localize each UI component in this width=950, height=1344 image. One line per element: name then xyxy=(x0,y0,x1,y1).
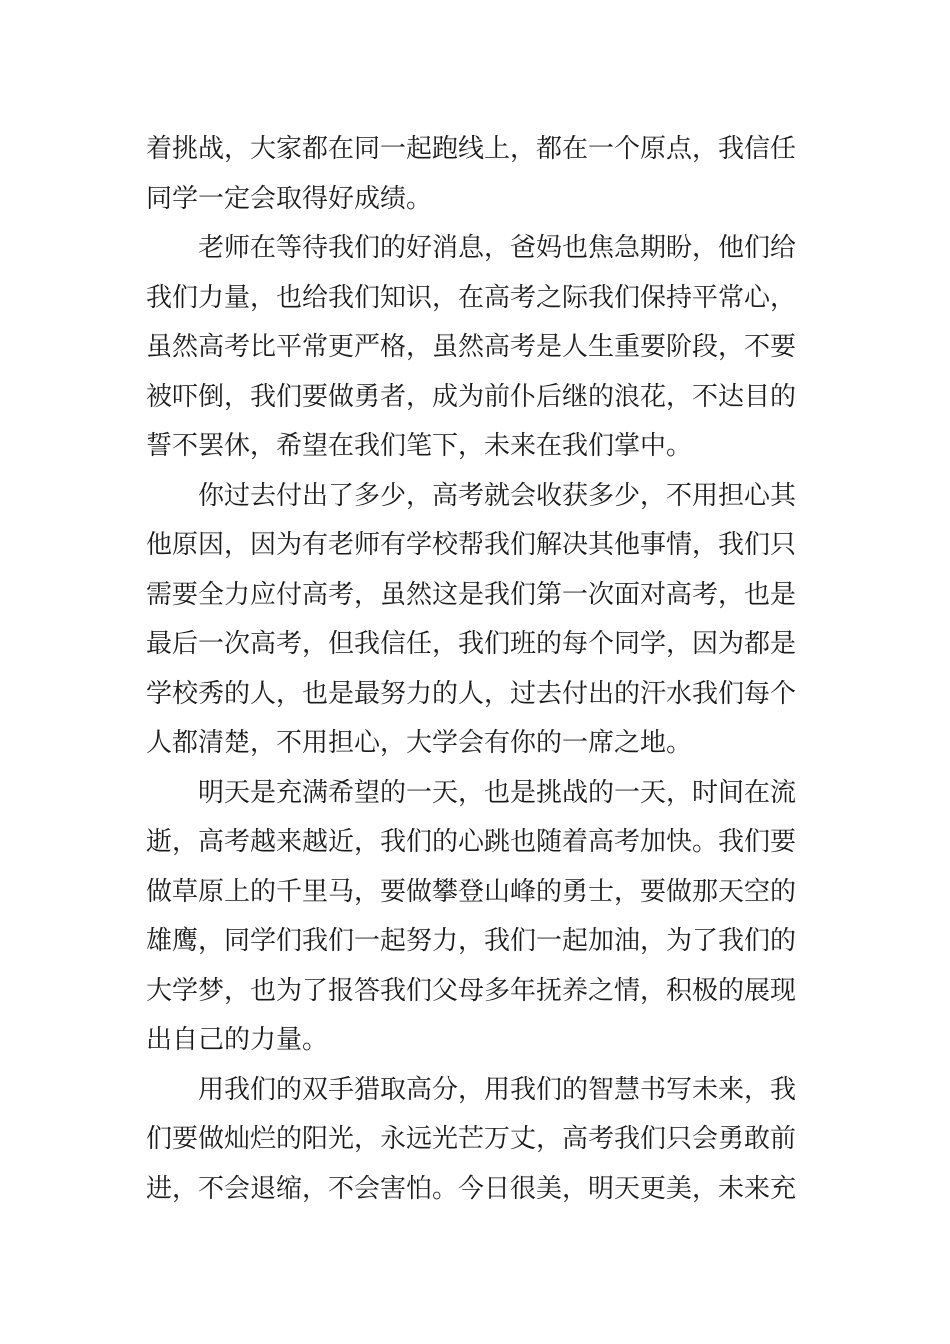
text-line: 学校秀的人，也是最努力的人，过去付出的汗水我们每个 xyxy=(146,678,797,709)
text-line: 被吓倒，我们要做勇者，成为前仆后继的浪花，不达目的 xyxy=(146,381,797,412)
paragraph-first-line: 老师在等待我们的好消息，爸妈也焦急期盼，他们给 xyxy=(198,233,797,263)
paragraph-first-line: 你过去付出了多少，高考就会收获多少，不用担心其 xyxy=(198,480,797,511)
text-line: 着挑战，大家都在同一起跑线上，都在一个原点，我信任 xyxy=(146,134,797,164)
text-line: 我们力量，也给我们知识，在高考之际我们保持平常心， xyxy=(146,282,797,313)
text-line: 逝，高考越来越近，我们的心跳也随着高考加快。我们要 xyxy=(146,827,797,857)
text-line: 最后一次高考，但我信任，我们班的每个同学，因为都是 xyxy=(146,629,797,659)
text-line: 誓不罢休，希望在我们笔下，未来在我们掌中。 xyxy=(146,431,693,461)
body-text xyxy=(146,125,806,1214)
text-line: 同学一定会取得好成绩。 xyxy=(146,183,433,214)
paragraph-first-line: 用我们的双手猎取高分，用我们的智慧书写未来，我 xyxy=(198,1074,797,1105)
text-line: 雄鹰，同学们我们一起努力，我们一起加油，为了我们的 xyxy=(146,926,797,956)
paragraph-first-line: 明天是充满希望的一天，也是挑战的一天，时间在流 xyxy=(198,777,797,808)
text-line: 需要全力应付高考，虽然这是我们第一次面对高考，也是 xyxy=(146,579,797,610)
text-line: 做草原上的千里马，要做攀登山峰的勇士，要做那天空的 xyxy=(146,876,797,907)
text-line: 人都清楚，不用担心，大学会有你的一席之地。 xyxy=(146,728,693,758)
text-line: 们要做灿烂的阳光，永远光芒万丈，高考我们只会勇敢前 xyxy=(146,1124,797,1154)
text-line: 他原因，因为有老师有学校帮我们解决其他事情，我们只 xyxy=(146,530,797,560)
text-line: 出自己的力量。 xyxy=(146,1025,329,1055)
text-line: 虽然高考比平常更严格，虽然高考是人生重要阶段，不要 xyxy=(146,332,797,362)
text-line: 大学梦，也为了报答我们父母多年抚养之情，积极的展现 xyxy=(146,975,797,1006)
text-line: 进，不会退缩，不会害怕。今日很美，明天更美，未来充 xyxy=(146,1173,797,1204)
